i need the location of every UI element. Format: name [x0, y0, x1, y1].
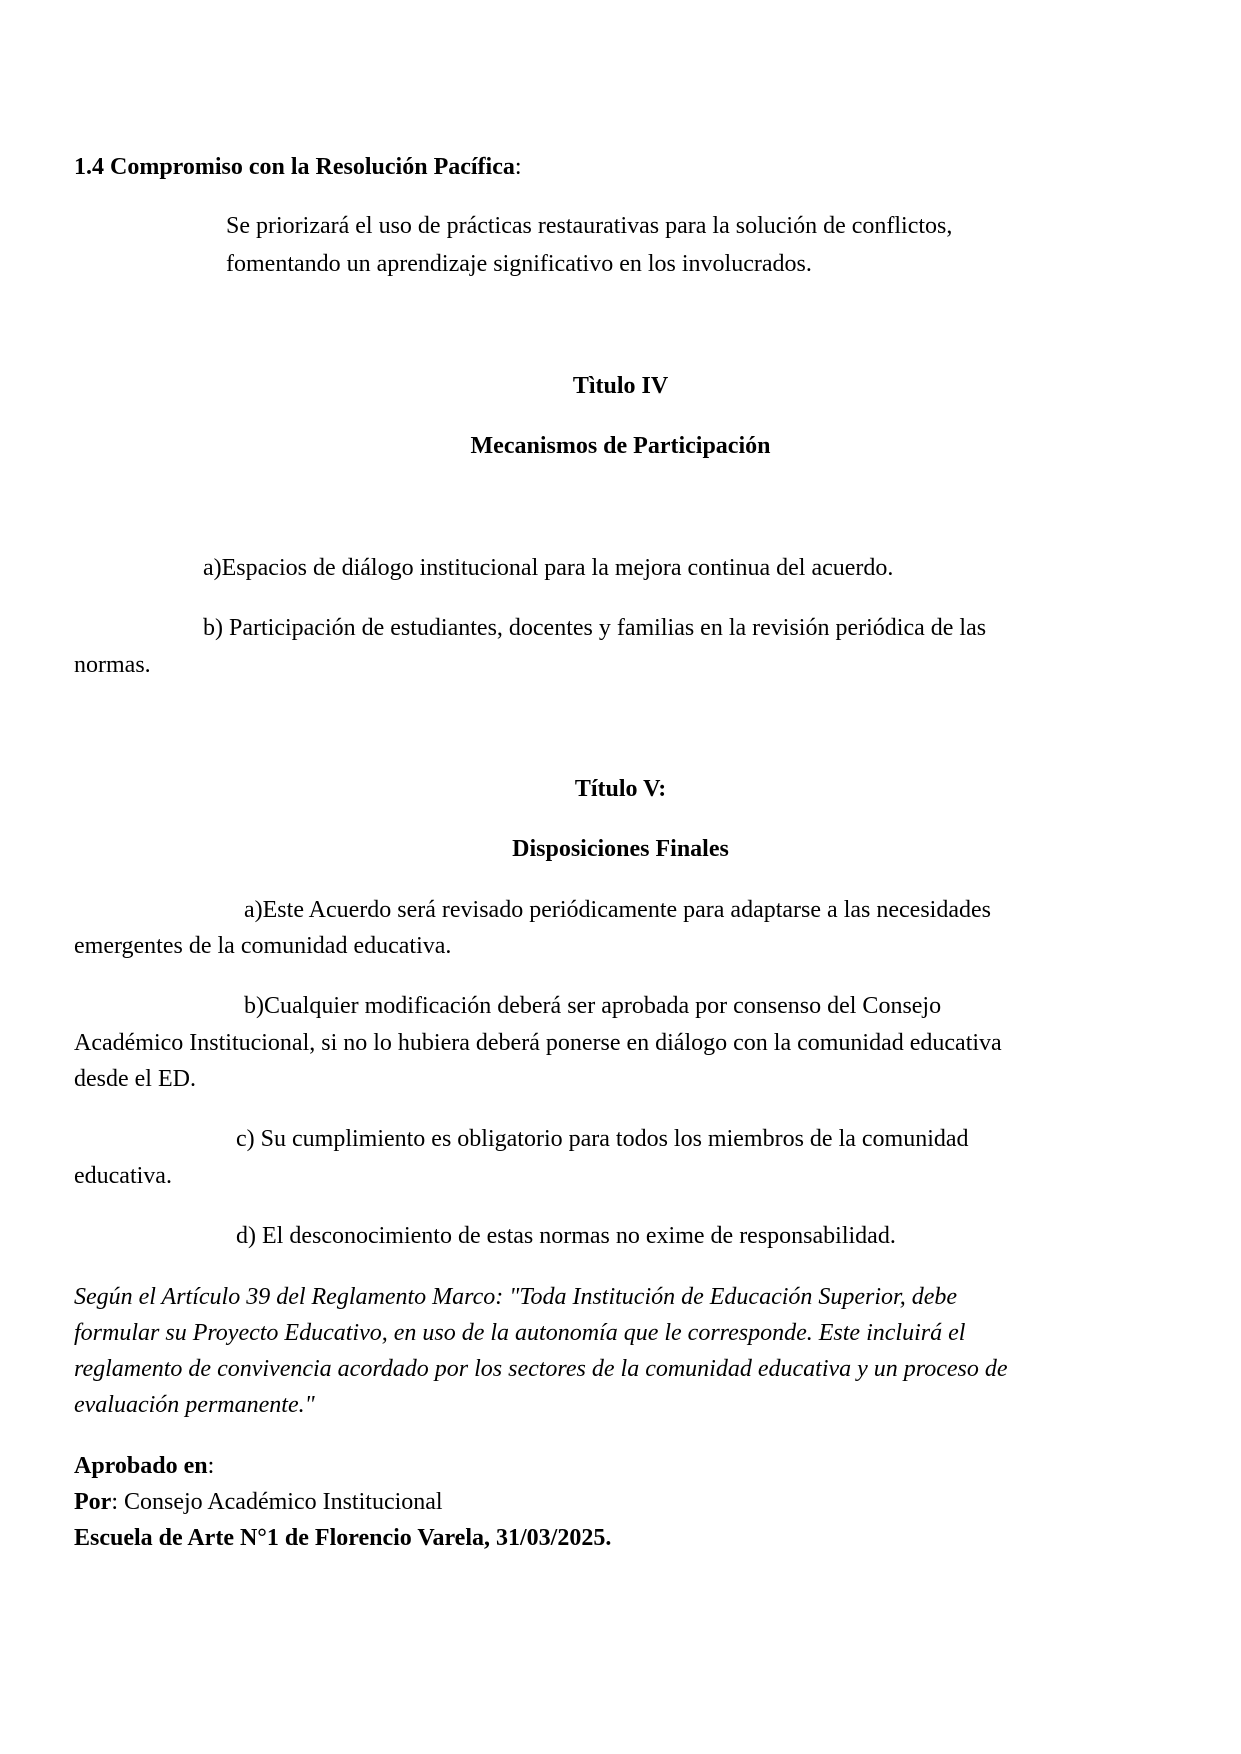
titulo-iv-item-b-line-2: normas. — [74, 652, 151, 678]
titulo-v-title: Título V: — [574, 776, 667, 802]
titulo-v-item-d: d) El desconocimiento de estas normas no exime de responsabilidad. — [236, 1223, 896, 1249]
approved-line — [74, 1449, 214, 1484]
titulo-v-subtitle: Disposiciones Finales — [512, 836, 729, 862]
school-signature-line: Escuela de Arte N°1 de Florencio Varela, 31/03/2025. — [74, 1525, 612, 1551]
approved-by-value: : Consejo Académico Institucional — [111, 1489, 443, 1515]
section-1-4-line-2: fomentando un aprendizaje significativo en los involucrados. — [226, 251, 812, 277]
quote-line-2: formular su Proyecto Educativo, en uso de la autonomía que le corresponde. Este incluirá el — [74, 1320, 966, 1346]
section-1-4-line-1: Se priorizará el uso de prácticas restaurativas para la solución de conflictos, — [226, 213, 953, 239]
quote-line-1: Según el Artículo 39 del Reglamento Marco: "Toda Institución de Educación Superior, debe — [74, 1284, 958, 1310]
section-1-4-heading-text: 1.4 Compromiso con la Resolución Pacífica — [74, 154, 515, 180]
titulo-iv-item-b-line-1: b) Participación de estudiantes, docentes y familias en la revisión periódica de las — [203, 615, 987, 641]
titulo-v-item-b-line-1: b)Cualquier modificación deberá ser aprobada por consenso del Consejo — [244, 993, 942, 1019]
titulo-v-item-c-line-2: educativa. — [74, 1163, 172, 1189]
section-1-4-heading-suffix: : — [514, 154, 522, 180]
titulo-v-item-b-line-2: Académico Institucional, si no lo hubiera deberá ponerse en diálogo con la comunidad educativa — [74, 1030, 1002, 1056]
titulo-v-item-a-line-1: a)Este Acuerdo será revisado periódicamente para adaptarse a las necesidades — [244, 897, 991, 923]
titulo-iv-title: Tìtulo IV — [572, 373, 669, 399]
titulo-v-item-b-line-3: desde el ED. — [74, 1066, 196, 1092]
titulo-v-item-c-line-1: c) Su cumplimiento es obligatorio para todos los miembros de la comunidad — [236, 1126, 969, 1152]
quote-line-4: evaluación permanente." — [74, 1392, 315, 1418]
approved-label: Aprobado en — [74, 1453, 208, 1479]
titulo-iv-item-a: a)Espacios de diálogo institucional para la mejora continua del acuerdo. — [203, 555, 894, 581]
section-1-4-heading — [74, 150, 522, 185]
approved-by-line — [74, 1485, 443, 1520]
quote-line-3: reglamento de convivencia acordado por los sectores de la comunidad educativa y un proceso de — [74, 1356, 1008, 1382]
approved-by-label: Por — [74, 1489, 112, 1515]
approved-suffix: : — [207, 1453, 215, 1479]
titulo-v-item-a-line-2: emergentes de la comunidad educativa. — [74, 933, 452, 959]
titulo-iv-subtitle: Mecanismos de Participación — [470, 433, 771, 459]
